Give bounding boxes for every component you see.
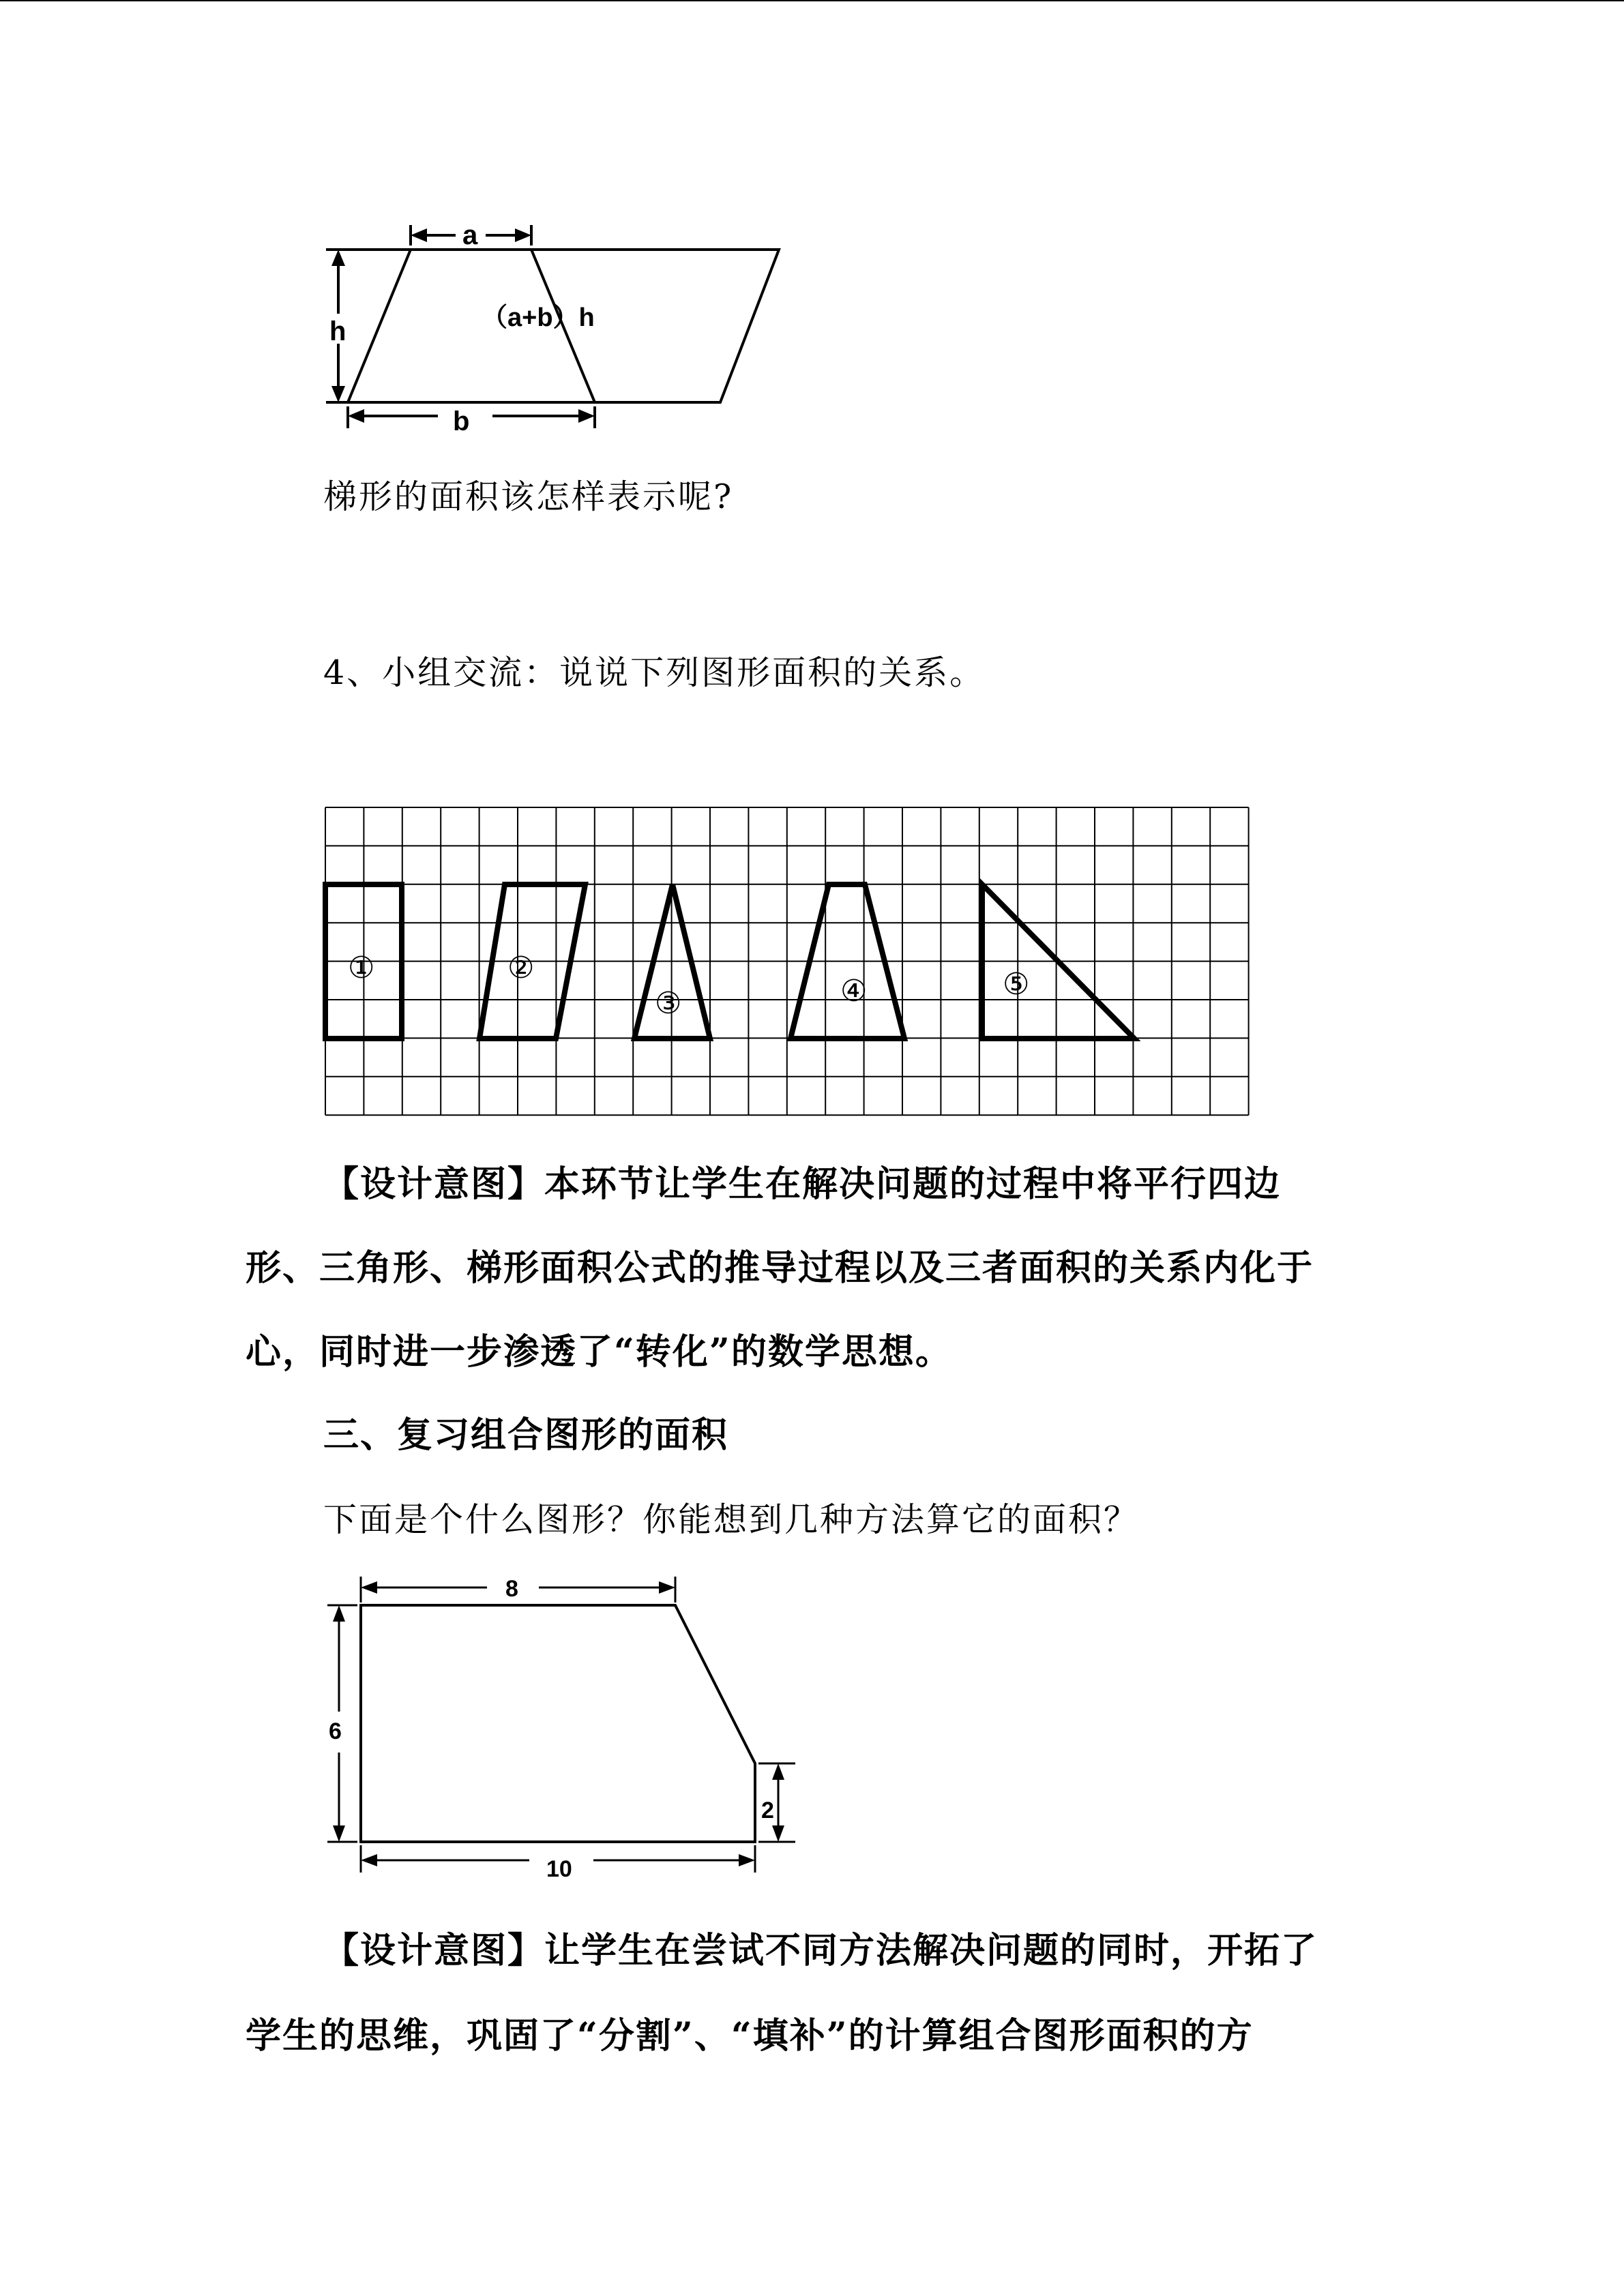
label-bottom-10: 10 [546, 1856, 572, 1882]
label-area-expression: （a+b）h [482, 303, 595, 332]
label-right-2: 2 [761, 1798, 774, 1823]
shape-5-label: ⑤ [1003, 967, 1030, 1002]
trapezoid-area-question: 梯形的面积该怎样表示呢? [323, 477, 734, 516]
label-b: b [453, 406, 470, 436]
label-a: a [462, 220, 478, 250]
shape-4-label: ④ [840, 974, 868, 1009]
group-discussion-item: 4、小组交流：说说下列图形面积的关系。 [323, 653, 986, 692]
design-intent-2-line-2: 学生的思维，巩固了“分割”、“填补”的计算组合图形面积的方 [246, 2015, 1254, 2057]
design-intent-1-line-1: 【设计意图】本环节让学生在解决问题的过程中将平行四边 [323, 1163, 1282, 1205]
section-3-heading: 三、复习组合图形的面积 [323, 1414, 729, 1456]
label-left-6: 6 [329, 1718, 342, 1744]
composite-shape-outline [361, 1605, 755, 1842]
shape-2-label: ② [507, 951, 535, 985]
design-intent-2-line-1: 【设计意图】让学生在尝试不同方法解决问题的同时，开拓了 [323, 1930, 1318, 1971]
design-intent-1-line-3: 心，同时进一步渗透了“转化”的数学思想。 [246, 1331, 952, 1373]
shape-3-label: ③ [655, 986, 682, 1021]
label-top-8: 8 [505, 1576, 518, 1602]
composite-area-question: 下面是个什么图形？你能想到几种方法算它的面积？ [323, 1500, 1140, 1539]
label-h: h [329, 316, 346, 346]
shape-1-label: ① [348, 951, 375, 985]
design-intent-1-line-2: 形、三角形、梯形面积公式的推导过程以及三者面积的关系内化于 [246, 1247, 1314, 1289]
